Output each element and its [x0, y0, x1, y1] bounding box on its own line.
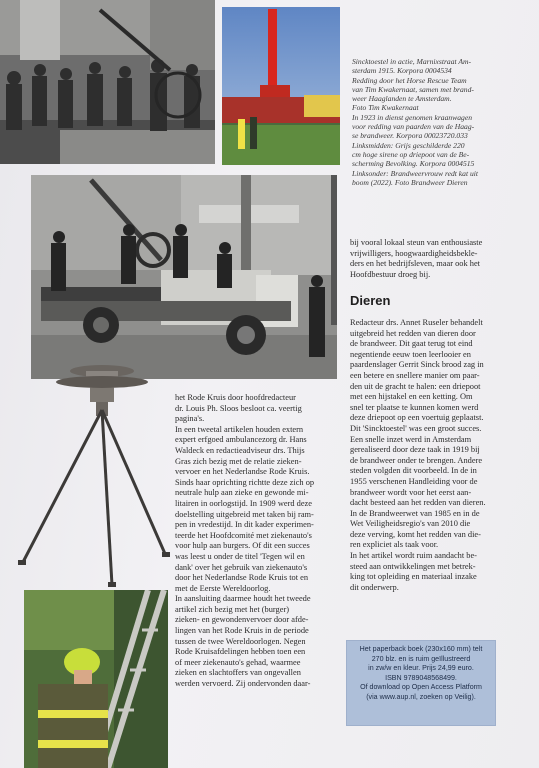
- text-line: gerealiseerd door deze taak in 1919 bij: [350, 445, 480, 455]
- text-line: Een snelle inzet werd in Amsterdam: [350, 434, 472, 444]
- text-line: dr. Louis Ph. Sloos besloot ca. veertig: [175, 403, 302, 413]
- info-line: in zw/w en kleur. Prijs 24,99 euro.: [368, 664, 474, 673]
- text-line: neutrale hulp aan zieke en gewonde mi-: [175, 488, 309, 498]
- photo-horse-rescue-team: [222, 7, 340, 165]
- text-line: den uit de gracht te halen: een driepoot: [350, 381, 481, 391]
- text-line: Rode Kruisafdelingen hebben toen een: [175, 647, 306, 657]
- caption-line: se brandweer. Korpora 00023720.033: [352, 131, 468, 141]
- text-line: was leest u onder de titel 'Tegen wil en: [175, 551, 305, 561]
- right-column-intro: [350, 238, 482, 280]
- text-line: teerde het Hoofdcomité met ziekenauto's: [175, 530, 312, 540]
- text-line: lingen van het Rode Kruis in de periode: [175, 626, 309, 636]
- text-line: dit onderwerp.: [350, 582, 399, 592]
- caption-line: Linksonder: Brandweervrouw redt kat uit: [352, 168, 478, 178]
- text-line: de brandweer. Dit gaat terug tot eind: [350, 339, 473, 349]
- text-line: bij vooral lokaal steun van enthousiaste: [350, 238, 483, 247]
- info-line: Of download op Open Access Platform: [360, 683, 482, 692]
- text-line: Hoofdbestuur droeg bij.: [350, 269, 431, 279]
- text-line: snel ter plaatse te kunnen komen werd: [350, 402, 479, 412]
- text-line: In de Brandweerwet van 1985 en in de: [350, 508, 480, 518]
- text-line: Dit 'Sincktoestel' was een groot succes.: [350, 423, 482, 433]
- text-line: zieken en slachtoffers van ongevallen: [175, 668, 301, 678]
- text-line: paardenslager Gerrit Sinck brood zag in: [350, 360, 484, 370]
- text-line: litairen in oorlogstijd. In 1909 werd deze: [175, 498, 312, 508]
- text-line: vrijwilligers, hoogwaardigheidsbekle-: [350, 248, 478, 258]
- info-line: (via www.aup.nl, zoeken op Veilig).: [366, 692, 476, 701]
- caption-line: cm hoge sirene op driepoot van de Be-: [352, 149, 470, 159]
- text-line: Gras zich bezig met de relatie zieken-: [175, 456, 302, 466]
- text-line: dacht besteed aan het redden van dieren.: [350, 498, 486, 508]
- text-line: deze driepoot op een voertuig geplaatst.: [350, 413, 484, 423]
- text-line: artikel zich bezig met het (burger): [175, 604, 290, 614]
- text-line: In het artikel wordt ruim aandacht be-: [350, 551, 477, 561]
- text-line: een betere en snellere manier om paar-: [350, 370, 480, 380]
- text-line: 1955 verschenen Handleiding voor de: [350, 476, 478, 486]
- text-line: de brandweer onder te brengen. Andere: [350, 455, 483, 465]
- text-line: negentiende eeuw toen leerlooier en: [350, 349, 471, 359]
- text-line: steden volgden dit voorbeeld. In de in: [350, 466, 477, 476]
- text-line: steed aan ontwikkelingen met betrek-: [350, 561, 476, 571]
- caption-line: In 1923 in dienst genomen kraanwagen: [352, 112, 473, 122]
- text-line: zieken- en gewondenvervoer door afde-: [175, 615, 309, 625]
- text-line: door het Nederlandse Rode Kruis tot en: [175, 573, 309, 583]
- text-line: ren expliciet als taak voor.: [350, 540, 439, 550]
- photo-captions: [352, 57, 530, 187]
- text-line: werden vervoerd. Zij ondervonden daar-: [175, 679, 311, 689]
- text-line: dank' over het gebruik van ziekenauto's: [175, 562, 308, 572]
- info-line: ISBN 9789048568499.: [385, 673, 457, 682]
- text-line: het Rode Kruis door hoofdredacteur: [175, 393, 296, 402]
- text-line: Sinds haar oprichting richtte deze zich op: [175, 477, 315, 487]
- book-info-box: [346, 640, 496, 726]
- caption-line: Linksmidden: Grijs geschilderde 220: [352, 140, 465, 150]
- text-line: In een tweetal artikelen houden extern: [175, 424, 304, 434]
- text-line: deze verving, komt het redden van die-: [350, 529, 481, 539]
- caption-line: sterdam 1915. Korpora 0004534: [352, 66, 452, 76]
- text-line: ders en het bedrijfsleven, maar ook het: [350, 259, 480, 269]
- caption-line: van Tim Kwakernaat, samen met brand-: [352, 84, 474, 94]
- text-line: met de Eerste Wereldoorlog.: [175, 583, 271, 593]
- caption-line: weer Haaglanden te Amsterdam.: [352, 94, 452, 104]
- photo-sincktoestel-1915: [0, 0, 215, 164]
- info-line: Het paperback boek (230x160 mm) telt: [359, 645, 483, 653]
- photo-brandweervrouw-kat: [24, 590, 168, 768]
- text-line: voor hulp aan burgers. Of dit een succes: [175, 541, 310, 551]
- text-line: of meer ziekenauto's gehad, waarmee: [175, 657, 301, 667]
- text-line: expert erfgoed ambulancezorg dr. Hans: [175, 435, 307, 445]
- section-heading-dieren: Dieren: [350, 293, 391, 308]
- text-line: In aansluiting daarmee houdt het tweede: [175, 594, 311, 604]
- caption-line: Redding door het Horse Rescue Team: [352, 75, 467, 85]
- text-line: pagina's.: [175, 414, 205, 424]
- text-line: uitgebreid het redden van dieren door: [350, 328, 476, 338]
- text-line: pen in vredestijd. In dit kader experimen-: [175, 520, 314, 530]
- text-line: Waldeck en redactieadviseur drs. Thijs: [175, 445, 305, 455]
- text-line: king tot opleiding en materiaal inzake: [350, 572, 477, 582]
- text-line: Redacteur drs. Annet Ruseler behandelt: [350, 318, 483, 327]
- text-line: Wet Veiligheidsregio's van 2010 die: [350, 519, 471, 529]
- text-line: vervoer en het Nederlandse Rode Kruis.: [175, 467, 310, 477]
- caption-line: boom (2022). Foto Brandweer Dieren: [352, 177, 468, 187]
- middle-column-text: [175, 393, 314, 690]
- caption-line: Foto Tim Kwakernaat: [352, 103, 419, 113]
- photo-sirene-driepoot: [16, 360, 176, 590]
- text-line: tussen de twee Wereldoorlogen. Negen: [175, 636, 306, 646]
- right-column-body: [350, 318, 486, 593]
- info-line: 270 blz. en is ruim geïllustreerd: [371, 654, 471, 663]
- text-line: met een hijstakel en een ketting. Om: [350, 392, 473, 402]
- photo-kraanwagen-1923: [31, 175, 337, 379]
- text-line: doelstelling uitgebreid met taken bij ram-: [175, 509, 314, 519]
- caption-line: voor redding van paarden van de Haag-: [352, 122, 475, 132]
- text-line: brandweer wordt voor het eerst aan-: [350, 487, 472, 497]
- caption-line: Sincktoestel in actie, Marnixstraat Am-: [352, 57, 472, 66]
- caption-line: scherming Bevolking. Korpora 0004515: [352, 159, 475, 169]
